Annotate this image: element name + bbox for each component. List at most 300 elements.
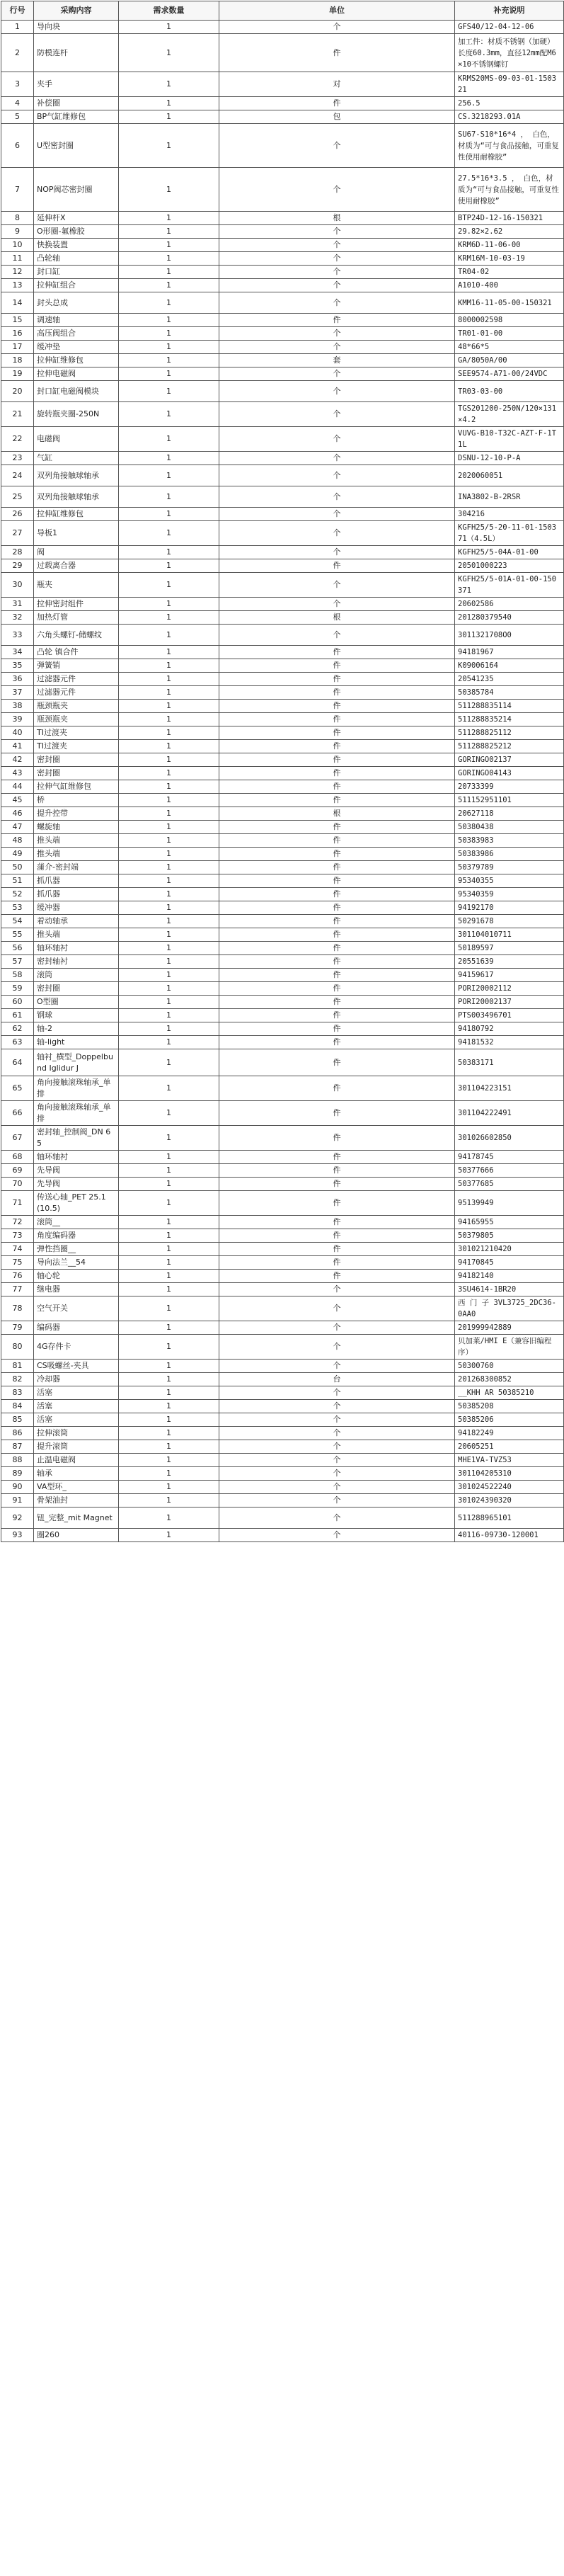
row-number-cell: 91 [1, 1494, 34, 1508]
note-cell: 304216 [455, 508, 564, 521]
table-row [1, 1076, 564, 1101]
table-row [1, 848, 564, 861]
note-cell: KMM16-11-05-00-150321 [455, 292, 564, 314]
quantity-cell: 1 [119, 1481, 219, 1494]
item-name-cell: 先导阀 [34, 1178, 119, 1191]
unit-cell: 个 [219, 486, 455, 508]
item-name-cell: BP气缸维修包 [34, 110, 119, 124]
item-name-cell: 轴-2 [34, 1022, 119, 1036]
row-number-cell: 63 [1, 1036, 34, 1049]
table-row [1, 1494, 564, 1508]
item-name-cell: TI过渡夹 [34, 726, 119, 740]
unit-cell: 个 [219, 252, 455, 266]
table-row [1, 124, 564, 168]
table-row [1, 1243, 564, 1256]
unit-cell: 件 [219, 1049, 455, 1076]
item-name-cell: 钢球 [34, 1009, 119, 1022]
row-number-cell: 57 [1, 955, 34, 969]
item-name-cell: 高压阀组合 [34, 327, 119, 341]
row-number-cell: 60 [1, 996, 34, 1009]
table-row [1, 821, 564, 834]
row-number-cell: 56 [1, 942, 34, 955]
unit-cell: 个 [219, 573, 455, 598]
quantity-cell: 1 [119, 1101, 219, 1126]
table-row [1, 72, 564, 97]
item-name-cell: 导板1 [34, 521, 119, 546]
row-number-cell: 26 [1, 508, 34, 521]
item-name-cell: 拉伸气缸维修包 [34, 780, 119, 794]
item-name-cell: O形圈-氟橡胶 [34, 225, 119, 239]
note-cell: 8000002598 [455, 314, 564, 327]
table-row [1, 942, 564, 955]
unit-cell: 件 [219, 767, 455, 780]
row-number-cell: 12 [1, 266, 34, 279]
item-name-cell: 骨架油封 [34, 1494, 119, 1508]
item-name-cell: 角向接触滚珠轴承_单排 [34, 1076, 119, 1101]
note-cell: 256.5 [455, 97, 564, 110]
header-item: 采购内容 [34, 1, 119, 21]
note-cell: 301104223151 [455, 1076, 564, 1101]
table-row [1, 1467, 564, 1481]
table-row [1, 598, 564, 611]
table-row [1, 279, 564, 292]
row-number-cell: 3 [1, 72, 34, 97]
unit-cell: 件 [219, 1229, 455, 1243]
unit-cell: 件 [219, 821, 455, 834]
unit-cell: 个 [219, 21, 455, 34]
row-number-cell: 70 [1, 1178, 34, 1191]
unit-cell: 根 [219, 212, 455, 225]
note-cell: 301104205310 [455, 1467, 564, 1481]
item-name-cell: 活塞 [34, 1413, 119, 1427]
item-name-cell: 提升控带 [34, 807, 119, 821]
quantity-cell: 1 [119, 452, 219, 465]
quantity-cell: 1 [119, 1036, 219, 1049]
item-name-cell: 先导阀 [34, 1164, 119, 1178]
table-row [1, 314, 564, 327]
row-number-cell: 34 [1, 646, 34, 659]
row-number-cell: 22 [1, 427, 34, 452]
unit-cell: 个 [219, 266, 455, 279]
table-row [1, 659, 564, 673]
table-row [1, 982, 564, 996]
unit-cell: 个 [219, 1427, 455, 1440]
quantity-cell: 1 [119, 673, 219, 686]
item-name-cell: 过滤器元件 [34, 686, 119, 700]
unit-cell: 个 [219, 1335, 455, 1360]
unit-cell: 件 [219, 659, 455, 673]
quantity-cell: 1 [119, 1216, 219, 1229]
row-number-cell: 16 [1, 327, 34, 341]
note-cell: 511288835114 [455, 700, 564, 713]
row-number-cell: 65 [1, 1076, 34, 1101]
quantity-cell: 1 [119, 110, 219, 124]
note-cell: 50377666 [455, 1164, 564, 1178]
note-cell: 94181532 [455, 1036, 564, 1049]
row-number-cell: 36 [1, 673, 34, 686]
row-number-cell: 74 [1, 1243, 34, 1256]
quantity-cell: 1 [119, 212, 219, 225]
note-cell: INA3802-B-2RSR [455, 486, 564, 508]
row-number-cell: 47 [1, 821, 34, 834]
row-number-cell: 21 [1, 402, 34, 427]
item-name-cell: 缓冲垫 [34, 341, 119, 354]
table-row [1, 767, 564, 780]
unit-cell: 个 [219, 508, 455, 521]
note-cell: 20602586 [455, 598, 564, 611]
unit-cell: 件 [219, 848, 455, 861]
item-name-cell: 轴环轴衬 [34, 942, 119, 955]
unit-cell: 件 [219, 780, 455, 794]
quantity-cell: 1 [119, 1400, 219, 1413]
row-number-cell: 5 [1, 110, 34, 124]
unit-cell: 个 [219, 1494, 455, 1508]
quantity-cell: 1 [119, 1076, 219, 1101]
unit-cell: 件 [219, 726, 455, 740]
table-row [1, 381, 564, 402]
unit-cell: 件 [219, 1076, 455, 1101]
unit-cell: 件 [219, 1178, 455, 1191]
row-number-cell: 42 [1, 753, 34, 767]
table-row [1, 225, 564, 239]
note-cell: 511288825212 [455, 740, 564, 753]
table-row [1, 559, 564, 573]
row-number-cell: 58 [1, 969, 34, 982]
note-cell: 511152951101 [455, 794, 564, 807]
row-number-cell: 85 [1, 1413, 34, 1427]
item-name-cell: 过载离合器 [34, 559, 119, 573]
note-cell: 201268300852 [455, 1373, 564, 1386]
item-name-cell: 拉伸缸维修包 [34, 354, 119, 367]
unit-cell: 件 [219, 753, 455, 767]
table-row [1, 915, 564, 928]
row-number-cell: 43 [1, 767, 34, 780]
unit-cell: 个 [219, 381, 455, 402]
row-number-cell: 71 [1, 1191, 34, 1216]
row-number-cell: 7 [1, 168, 34, 212]
note-cell: SU67-S10*16*4 ， 白色，材质为“可与食品接触，可重复性使用耐橡胶” [455, 124, 564, 168]
quantity-cell: 1 [119, 767, 219, 780]
row-number-cell: 4 [1, 97, 34, 110]
unit-cell: 个 [219, 279, 455, 292]
item-name-cell: 空气开关 [34, 1296, 119, 1321]
unit-cell: 件 [219, 97, 455, 110]
row-number-cell: 79 [1, 1321, 34, 1335]
quantity-cell: 1 [119, 168, 219, 212]
table-row [1, 292, 564, 314]
quantity-cell: 1 [119, 659, 219, 673]
quantity-cell: 1 [119, 1229, 219, 1243]
table-row [1, 1400, 564, 1413]
unit-cell: 件 [219, 874, 455, 888]
row-number-cell: 48 [1, 834, 34, 848]
table-row [1, 753, 564, 767]
note-cell: 94178745 [455, 1151, 564, 1164]
quantity-cell: 1 [119, 1508, 219, 1529]
note-cell: 50379805 [455, 1229, 564, 1243]
table-row [1, 327, 564, 341]
row-number-cell: 35 [1, 659, 34, 673]
note-cell: 加工件：材质不锈钢（加硬）长度60.3mm，直径12mm配M6×10不锈钢螺钉 [455, 34, 564, 72]
quantity-cell: 1 [119, 239, 219, 252]
item-name-cell: 轴衬_横型_Doppelbund Iglidur J [34, 1049, 119, 1076]
unit-cell: 根 [219, 807, 455, 821]
note-cell: 50379789 [455, 861, 564, 874]
quantity-cell: 1 [119, 1243, 219, 1256]
unit-cell: 个 [219, 1529, 455, 1542]
item-name-cell: 导向块 [34, 21, 119, 34]
note-cell: 50291678 [455, 915, 564, 928]
note-cell: SEE9574-A71-00/24VDC [455, 367, 564, 381]
unit-cell: 个 [219, 598, 455, 611]
unit-cell: 包 [219, 110, 455, 124]
unit-cell: 件 [219, 982, 455, 996]
item-name-cell: 旋转瓶夹圈-250N [34, 402, 119, 427]
note-cell: 20541235 [455, 673, 564, 686]
item-name-cell: 快换装置 [34, 239, 119, 252]
quantity-cell: 1 [119, 611, 219, 625]
table-row [1, 341, 564, 354]
note-cell: 301104010711 [455, 928, 564, 942]
row-number-cell: 46 [1, 807, 34, 821]
table-row [1, 1164, 564, 1178]
quantity-cell: 1 [119, 794, 219, 807]
item-name-cell: 抓爪器 [34, 888, 119, 901]
quantity-cell: 1 [119, 21, 219, 34]
item-name-cell: 推头端 [34, 928, 119, 942]
row-number-cell: 80 [1, 1335, 34, 1360]
row-number-cell: 23 [1, 452, 34, 465]
item-name-cell: 凸轮轴 [34, 252, 119, 266]
note-cell: 50383983 [455, 834, 564, 848]
note-cell: __KHH AR 50385210 [455, 1386, 564, 1400]
unit-cell: 个 [219, 402, 455, 427]
table-row [1, 1529, 564, 1542]
item-name-cell: 提升滚筒 [34, 1440, 119, 1454]
quantity-cell: 1 [119, 97, 219, 110]
note-cell: CS.3218293.01A [455, 110, 564, 124]
row-number-cell: 49 [1, 848, 34, 861]
table-row [1, 97, 564, 110]
quantity-cell: 1 [119, 341, 219, 354]
note-cell: TR03-03-00 [455, 381, 564, 402]
table-row [1, 508, 564, 521]
quantity-cell: 1 [119, 874, 219, 888]
unit-cell: 个 [219, 1454, 455, 1467]
note-cell: 3SU4614-1BR20 [455, 1283, 564, 1296]
unit-cell: 个 [219, 1296, 455, 1321]
table-row [1, 34, 564, 72]
row-number-cell: 6 [1, 124, 34, 168]
unit-cell: 件 [219, 915, 455, 928]
quantity-cell: 1 [119, 486, 219, 508]
unit-cell: 件 [219, 955, 455, 969]
quantity-cell: 1 [119, 314, 219, 327]
item-name-cell: 轴心轮 [34, 1270, 119, 1283]
row-number-cell: 24 [1, 465, 34, 486]
quantity-cell: 1 [119, 427, 219, 452]
quantity-cell: 1 [119, 982, 219, 996]
note-cell: 20733399 [455, 780, 564, 794]
item-name-cell: 封口缸 [34, 266, 119, 279]
unit-cell: 个 [219, 168, 455, 212]
table-row [1, 969, 564, 982]
header-row [1, 1, 564, 21]
row-number-cell: 82 [1, 1373, 34, 1386]
item-name-cell: 密封圈 [34, 982, 119, 996]
unit-cell: 件 [219, 1256, 455, 1270]
table-row [1, 1360, 564, 1373]
unit-cell: 个 [219, 225, 455, 239]
item-name-cell: 气缸 [34, 452, 119, 465]
header-unit: 单位 [219, 1, 455, 21]
note-cell: 20605251 [455, 1440, 564, 1454]
table-row [1, 673, 564, 686]
table-row [1, 402, 564, 427]
note-cell: KGFH25/5-01A-01-00-150371 [455, 573, 564, 598]
row-number-cell: 81 [1, 1360, 34, 1373]
quantity-cell: 1 [119, 225, 219, 239]
note-cell: 50383171 [455, 1049, 564, 1076]
table-row [1, 452, 564, 465]
item-name-cell: 导向法兰__54 [34, 1256, 119, 1270]
note-cell: 50385784 [455, 686, 564, 700]
unit-cell: 件 [219, 1216, 455, 1229]
note-cell: DSNU-12-10-P-A [455, 452, 564, 465]
item-name-cell: 拉伸电磁阀 [34, 367, 119, 381]
item-name-cell: 密封轴衬 [34, 955, 119, 969]
row-number-cell: 59 [1, 982, 34, 996]
item-name-cell: 六角头螺钉-储螺纹 [34, 625, 119, 646]
row-number-cell: 52 [1, 888, 34, 901]
row-number-cell: 40 [1, 726, 34, 740]
row-number-cell: 73 [1, 1229, 34, 1243]
unit-cell: 件 [219, 888, 455, 901]
quantity-cell: 1 [119, 1335, 219, 1360]
unit-cell: 件 [219, 861, 455, 874]
item-name-cell: 活塞 [34, 1386, 119, 1400]
note-cell: 贝加莱/HMI E（兼容旧编程序） [455, 1335, 564, 1360]
unit-cell: 个 [219, 1508, 455, 1529]
table-row [1, 521, 564, 546]
quantity-cell: 1 [119, 292, 219, 314]
row-number-cell: 89 [1, 1467, 34, 1481]
quantity-cell: 1 [119, 252, 219, 266]
table-row [1, 1335, 564, 1360]
item-name-cell: 抓爪器 [34, 874, 119, 888]
row-number-cell: 61 [1, 1009, 34, 1022]
item-name-cell: VA型环_ [34, 1481, 119, 1494]
item-name-cell: 电磁阀 [34, 427, 119, 452]
note-cell: GORINGO04143 [455, 767, 564, 780]
item-name-cell: 圈260 [34, 1529, 119, 1542]
note-cell: 94192170 [455, 901, 564, 915]
quantity-cell: 1 [119, 861, 219, 874]
item-name-cell: 拉伸缸维修包 [34, 508, 119, 521]
note-cell: TR01-01-00 [455, 327, 564, 341]
row-number-cell: 44 [1, 780, 34, 794]
unit-cell: 件 [219, 700, 455, 713]
table-row [1, 1256, 564, 1270]
note-cell: 48*66*5 [455, 341, 564, 354]
quantity-cell: 1 [119, 996, 219, 1009]
quantity-cell: 1 [119, 124, 219, 168]
quantity-cell: 1 [119, 726, 219, 740]
row-number-cell: 17 [1, 341, 34, 354]
row-number-cell: 53 [1, 901, 34, 915]
note-cell: GFS40/12-04-12-06 [455, 21, 564, 34]
item-name-cell: 止温电磁阀 [34, 1454, 119, 1467]
item-name-cell: 阀 [34, 546, 119, 559]
row-number-cell: 9 [1, 225, 34, 239]
item-name-cell: 双列角接触球轴承 [34, 486, 119, 508]
row-number-cell: 20 [1, 381, 34, 402]
quantity-cell: 1 [119, 753, 219, 767]
item-name-cell: CS吸螺丝-夹具 [34, 1360, 119, 1373]
note-cell: 301104222491 [455, 1101, 564, 1126]
table-row [1, 1427, 564, 1440]
note-cell: 94182140 [455, 1270, 564, 1283]
item-name-cell: 编码器 [34, 1321, 119, 1335]
item-name-cell: 角向接触滚珠轴承_单排 [34, 1101, 119, 1126]
unit-cell: 个 [219, 1360, 455, 1373]
table-row [1, 1321, 564, 1335]
note-cell: 511288825112 [455, 726, 564, 740]
table-row [1, 1151, 564, 1164]
table-row [1, 110, 564, 124]
quantity-cell: 1 [119, 1467, 219, 1481]
item-name-cell: 弹性挡圈__ [34, 1243, 119, 1256]
table-row [1, 1413, 564, 1427]
item-name-cell: 过滤器元件 [34, 673, 119, 686]
quantity-cell: 1 [119, 780, 219, 794]
quantity-cell: 1 [119, 646, 219, 659]
quantity-cell: 1 [119, 521, 219, 546]
unit-cell: 件 [219, 646, 455, 659]
unit-cell: 台 [219, 1373, 455, 1386]
quantity-cell: 1 [119, 1022, 219, 1036]
table-row [1, 611, 564, 625]
quantity-cell: 1 [119, 1151, 219, 1164]
unit-cell: 件 [219, 1036, 455, 1049]
quantity-cell: 1 [119, 1256, 219, 1270]
row-number-cell: 77 [1, 1283, 34, 1296]
table-row [1, 901, 564, 915]
note-cell: 50380438 [455, 821, 564, 834]
table-row [1, 546, 564, 559]
note-cell: KRM16M-10-03-19 [455, 252, 564, 266]
quantity-cell: 1 [119, 1321, 219, 1335]
row-number-cell: 78 [1, 1296, 34, 1321]
quantity-cell: 1 [119, 402, 219, 427]
table-row [1, 646, 564, 659]
quantity-cell: 1 [119, 901, 219, 915]
note-cell: 511288965101 [455, 1508, 564, 1529]
item-name-cell: 冷却器 [34, 1373, 119, 1386]
quantity-cell: 1 [119, 1049, 219, 1076]
item-name-cell: 延伸杆X [34, 212, 119, 225]
row-number-cell: 66 [1, 1101, 34, 1126]
item-name-cell: TI过渡夹 [34, 740, 119, 753]
table-row [1, 1440, 564, 1454]
unit-cell: 件 [219, 1126, 455, 1151]
item-name-cell: 活塞 [34, 1400, 119, 1413]
table-row [1, 427, 564, 452]
quantity-cell: 1 [119, 1529, 219, 1542]
note-cell: 95340359 [455, 888, 564, 901]
item-name-cell: 封头总成 [34, 292, 119, 314]
unit-cell: 个 [219, 452, 455, 465]
